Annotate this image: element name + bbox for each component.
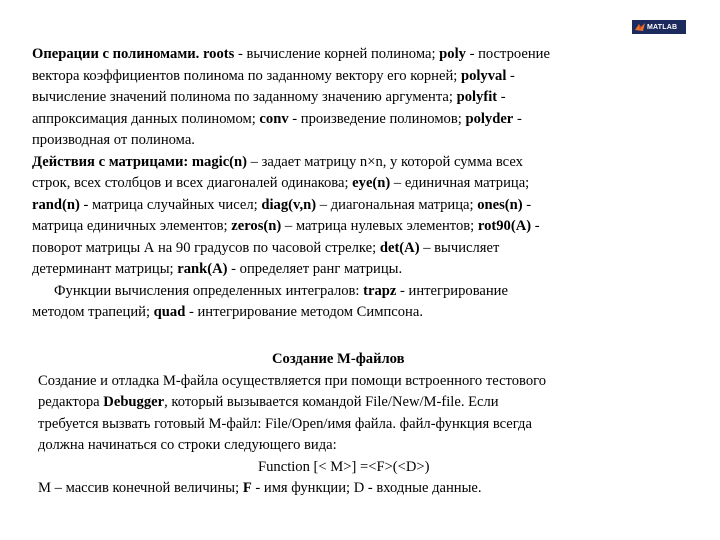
text-run: M – массив конечной величины; [38, 480, 243, 496]
text-run: - имя функции; D - входные данные. [251, 480, 482, 496]
text-line [32, 87, 702, 109]
bold-term: diag(v,n) [261, 196, 317, 213]
text-line [32, 44, 702, 66]
text-line [32, 66, 702, 88]
m-files-section [38, 349, 702, 500]
bold-term: zeros(n) [231, 218, 282, 234]
text-line [38, 371, 702, 393]
text-line [32, 152, 702, 174]
text-run: Функции вычисления определенных интегралов: [54, 282, 364, 299]
text-run: производная от полинома. [32, 132, 195, 148]
text-run: Function [< M>] =<F>(<D>) [258, 458, 430, 475]
matlab-logo [632, 20, 686, 34]
text-run: - определяет ранг матрицы. [227, 261, 403, 277]
text-run: - [531, 218, 540, 234]
text-line [32, 216, 702, 238]
text-run: – диагональная матрица; [316, 196, 478, 213]
logo-text: MATLAB [647, 23, 678, 31]
bold-term: polyval [460, 67, 507, 84]
section-heading [38, 349, 702, 371]
bold-term: polyfit [456, 89, 498, 105]
bold-term: conv [259, 110, 289, 127]
text-run: аппроксимация данных полиномом; [32, 110, 260, 127]
bold-term: Debugger [103, 394, 165, 410]
text-run: поворот матрицы А на 90 градусов по часовой стрелке; [32, 239, 380, 256]
text-line [32, 173, 702, 195]
bold-term: rank(A) [177, 261, 228, 277]
text-run: - [497, 89, 506, 105]
text-run: - построение [465, 46, 550, 62]
bold-term: Операции с полиномами. roots [32, 46, 238, 62]
matlab-membrane-icon [635, 22, 645, 32]
bold-term: quad [153, 304, 186, 320]
bold-term: F [242, 480, 252, 496]
text-line [32, 281, 702, 303]
bold-term: Создание М-файлов [272, 351, 405, 367]
text-run: - вычисление корней полинома; [237, 46, 440, 62]
polynomial-matrix-section [32, 44, 702, 324]
bold-term: Действия с матрицами: magic(n) [32, 153, 248, 170]
bold-term: rand(n) [32, 196, 80, 213]
bold-term: eye(n) [352, 175, 391, 191]
text-run: - [513, 110, 522, 127]
text-run: - интегрирование [396, 282, 508, 299]
text-line [38, 414, 702, 436]
text-run: матрица единичных элементов; [32, 218, 232, 234]
text-run: методом трапеций; [32, 304, 154, 320]
text-run: - интегрирование методом Симпсона. [185, 304, 423, 320]
text-line [38, 392, 702, 414]
text-run: детерминант матрицы; [32, 261, 178, 277]
text-run: – вычисляет [419, 239, 500, 256]
text-run: - [522, 196, 532, 213]
bold-term: rot90(A) [477, 218, 532, 234]
text-run: – задает матрицу n×n, у которой сумма всех [247, 153, 523, 170]
text-line [32, 302, 702, 324]
text-run: - [506, 67, 515, 84]
text-line [32, 195, 702, 217]
text-run: должна начинаться со строки следующего вида: [38, 437, 337, 453]
function-syntax-line [38, 457, 702, 479]
text-line [32, 109, 702, 131]
bold-term: det(A) [379, 239, 420, 256]
text-run: требуется вызвать готовый М-файл: File/Open/имя файла. файл-функция всегда [38, 415, 532, 432]
text-run: , который вызывается командой File/New/M-file. Если [164, 394, 499, 410]
text-run: – матрица нулевых элементов; [281, 218, 478, 234]
text-line [32, 130, 702, 152]
text-run: - произведение полиномов; [288, 110, 466, 127]
text-run: – единичная матрица; [390, 175, 530, 191]
text-run: вектора коэффициентов полинома по заданному вектору его корней; [32, 67, 461, 84]
text-run: редактора [38, 394, 104, 410]
bold-term: poly [439, 46, 466, 62]
text-line [32, 259, 702, 281]
text-line [38, 435, 702, 457]
text-run: Создание и отладка М-файла осуществляется при помощи встроенного тестового [38, 372, 547, 389]
text-line [38, 478, 702, 500]
text-run: вычисление значений полинома по заданному значению аргумента; [32, 89, 457, 105]
bold-term: polyder [465, 110, 514, 127]
bold-term: ones(n) [477, 196, 523, 213]
text-line [32, 238, 702, 260]
bold-term: trapz [363, 282, 397, 299]
text-run: строк, всех столбцов и всех диагоналей одинакова; [32, 175, 353, 191]
text-run: - матрица случайных чисел; [79, 196, 262, 213]
